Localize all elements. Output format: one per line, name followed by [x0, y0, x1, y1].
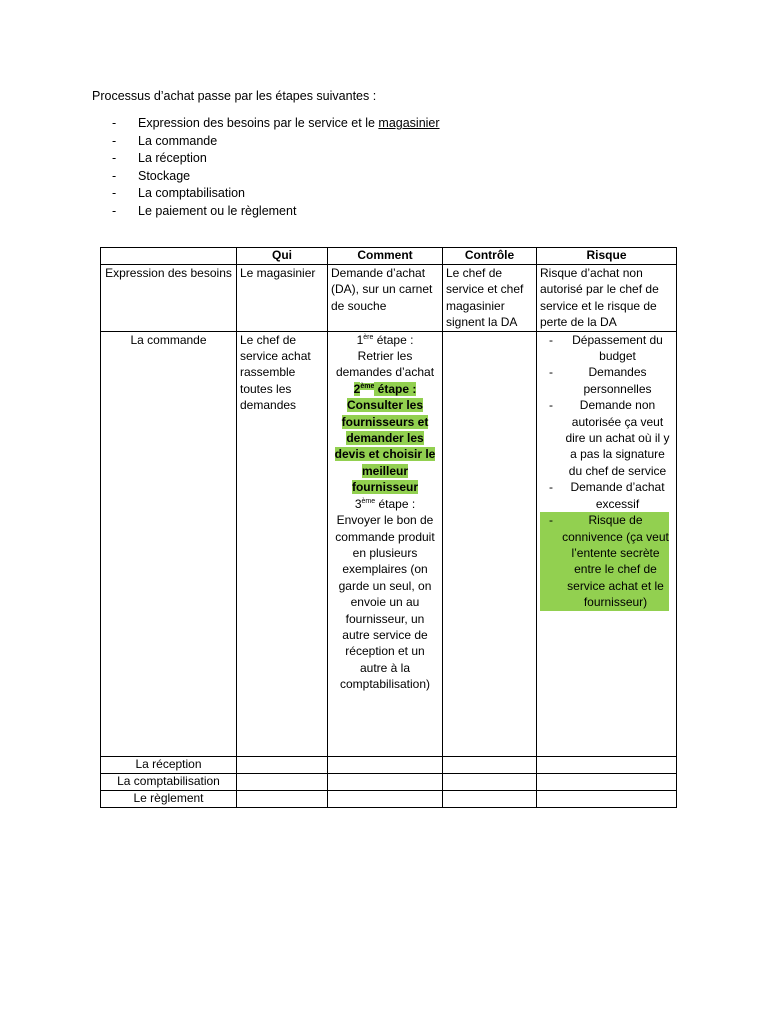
list-dash: -: [549, 365, 553, 380]
step-text: Le paiement ou le règlement: [138, 203, 297, 218]
list-item: [112, 203, 440, 221]
steps-list: [112, 115, 440, 220]
step-text: Expression des besoins par le service et le: [138, 116, 379, 130]
step-text: La commande: [138, 133, 218, 148]
empty-cell: [537, 773, 677, 790]
step-2-text-wrap: [331, 397, 439, 495]
header-qui: Qui: [237, 248, 328, 265]
step-2: [331, 381, 439, 397]
step-text: La comptabilisation: [138, 186, 246, 200]
step-3-title: étape :: [375, 496, 416, 511]
empty-cell: [328, 756, 443, 773]
step-3-suffix: ème: [361, 497, 376, 505]
risk-text: Demandes personnelles: [583, 365, 652, 396]
list-item: [112, 150, 440, 168]
empty-cell: [328, 773, 443, 790]
list-dash: -: [112, 133, 117, 148]
row-label-expression: Expression des besoins: [101, 265, 237, 332]
risk-item: [540, 332, 673, 365]
risk-text: Demande non autorisée ça veut dire un achat où il y a pas la signature du chef de service: [565, 398, 670, 478]
row-label-commande: La commande: [101, 331, 237, 756]
cell-qui: Le magasinier: [237, 265, 328, 332]
header-comment: Comment: [328, 248, 443, 265]
step-1-suffix: ère: [363, 333, 374, 341]
risk-text: Risque de connivence (ça veut l’entente secrète entre le chef de service achat et le fournisseur): [562, 513, 669, 610]
cell-comment: Demande d’achat (DA), sur un carnet de souche: [328, 265, 443, 332]
list-item: [112, 115, 440, 133]
row-label-comptabilisation: La comptabilisation: [101, 773, 237, 790]
risk-item: [540, 479, 673, 512]
list-dash: -: [112, 203, 117, 218]
process-table: [100, 247, 677, 808]
empty-cell: [443, 773, 537, 790]
table-row: [101, 790, 677, 807]
cell-risque: Risque d’achat non autorisé par le chef de service et le risque de perte de la DA: [537, 265, 677, 332]
step-text: La réception: [138, 151, 207, 165]
step-3-text: Envoyer le bon de commande produit en plusieurs exemplaires (on garde un seul, on envoie un au fournisseur, un autre service de réception et un autre à la comptabilisation): [335, 513, 435, 692]
row-label-reglement: Le règlement: [101, 790, 237, 807]
header-empty: [101, 248, 237, 265]
list-item: [112, 133, 440, 151]
cell-controle: [443, 331, 537, 756]
risk-item: [540, 364, 673, 397]
step-2-number: 2: [353, 381, 361, 396]
cell-risque: [537, 331, 677, 756]
risk-item-highlighted: [540, 512, 669, 610]
empty-cell: [443, 790, 537, 807]
empty-cell: [237, 756, 328, 773]
list-dash: -: [112, 151, 117, 165]
intro-text: Processus d’achat passe par les étapes suivantes :: [92, 89, 377, 103]
step-3: [331, 496, 439, 512]
list-item: [112, 168, 440, 186]
step-3-number: 3: [354, 496, 362, 511]
list-item: [112, 185, 440, 203]
empty-cell: [537, 790, 677, 807]
step-1: [331, 332, 439, 348]
list-dash: -: [112, 168, 117, 183]
step-1-number: 1: [356, 332, 364, 347]
table-row: [101, 265, 677, 332]
step-2-title: étape :: [374, 381, 417, 396]
empty-cell: [237, 773, 328, 790]
list-dash: -: [549, 398, 553, 413]
step-1-text: Retrier les demandes d’achat: [335, 349, 435, 380]
step-1-title: étape :: [373, 332, 414, 347]
empty-cell: [443, 756, 537, 773]
step-2-text: Consulter les fournisseurs et demander les devis et choisir le meilleur fournisseur: [334, 398, 436, 495]
list-dash: -: [112, 186, 117, 200]
list-dash: -: [549, 332, 553, 347]
risk-text: Demande d’achat excessif: [570, 480, 665, 511]
list-dash: -: [112, 116, 117, 130]
table-header-row: [101, 248, 677, 265]
list-dash: -: [549, 480, 553, 495]
list-dash: -: [549, 513, 553, 528]
cell-qui: Le chef de service achat rassemble toutes les demandes: [237, 331, 328, 756]
step-text: Stockage: [138, 168, 191, 183]
step-2-suffix: ème: [360, 382, 375, 390]
step-underlined-text: magasinier: [378, 116, 440, 130]
table-row: [101, 773, 677, 790]
row-label-reception: La réception: [101, 756, 237, 773]
cell-comment: [328, 331, 443, 756]
empty-cell: [328, 790, 443, 807]
table-row: [101, 331, 677, 756]
empty-cell: [237, 790, 328, 807]
risk-item: [540, 397, 673, 479]
header-controle: Contrôle: [443, 248, 537, 265]
empty-cell: [537, 756, 677, 773]
header-risque: Risque: [537, 248, 677, 265]
table-row: [101, 756, 677, 773]
cell-controle: Le chef de service et chef magasinier signent la DA: [443, 265, 537, 332]
risk-text: Dépassement du budget: [572, 332, 663, 364]
